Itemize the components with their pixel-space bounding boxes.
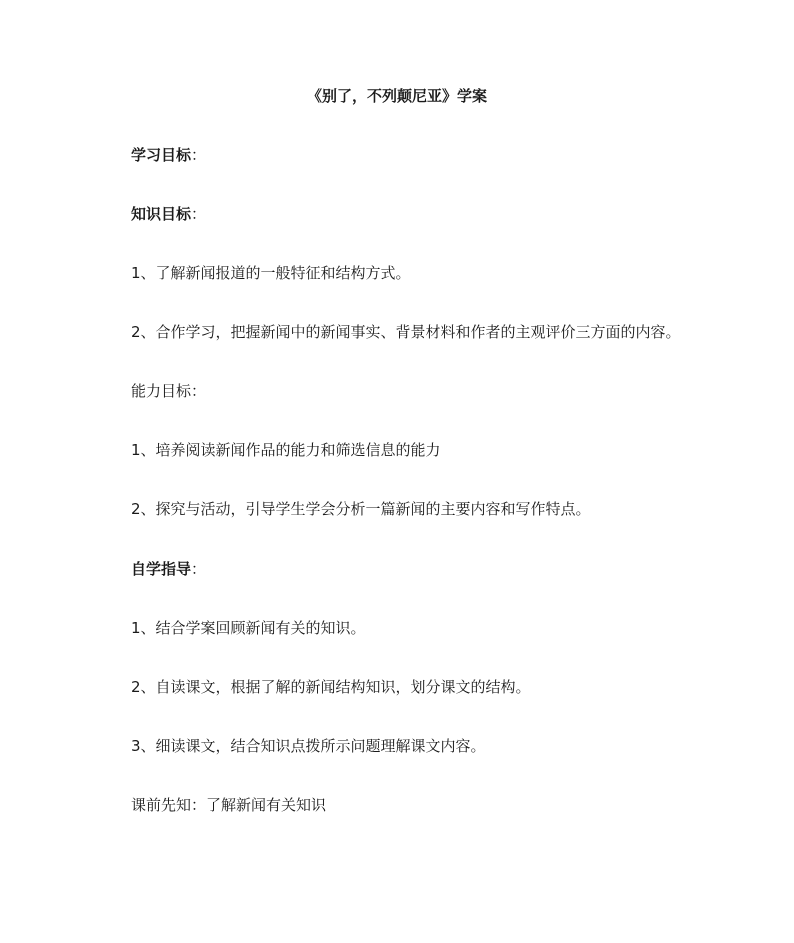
learning-goals-label: 学习目标	[131, 146, 192, 164]
ability-goal-item: 1、培养阅读新闻作品的能力和筛选信息的能力	[131, 441, 441, 459]
ability-goal-item: 2、探究与活动，引导学生学会分析一篇新闻的主要内容和写作特点。	[131, 500, 591, 518]
knowledge-goals-heading	[131, 204, 206, 224]
self-study-label: 自学指导	[131, 560, 192, 578]
self-study-item: 1、结合学案回顾新闻有关的知识。	[131, 619, 366, 637]
self-study-item: 3、细读课文，结合知识点拨所示问题理解课文内容。	[131, 737, 486, 755]
self-study-heading	[131, 559, 206, 579]
knowledge-goal-item: 1、了解新闻报道的一般特征和结构方式。	[131, 264, 411, 282]
ability-goals-heading: 能力目标：	[131, 382, 207, 400]
learning-goals-colon: ：	[191, 146, 207, 164]
self-study-item: 2、自读课文，根据了解的新闻结构知识，划分课文的结构。	[131, 678, 531, 696]
preview-line: 课前先知：了解新闻有关知识	[131, 796, 327, 814]
document-title: 《别了，不列颠尼亚》学案	[306, 87, 487, 105]
knowledge-goals-colon: ：	[191, 205, 207, 223]
self-study-colon: ：	[191, 560, 207, 578]
knowledge-goals-label: 知识目标	[131, 205, 192, 223]
knowledge-goal-item: 2、合作学习，把握新闻中的新闻事实、背景材料和作者的主观评价三方面的内容。	[131, 323, 681, 341]
learning-goals-heading	[131, 145, 206, 165]
